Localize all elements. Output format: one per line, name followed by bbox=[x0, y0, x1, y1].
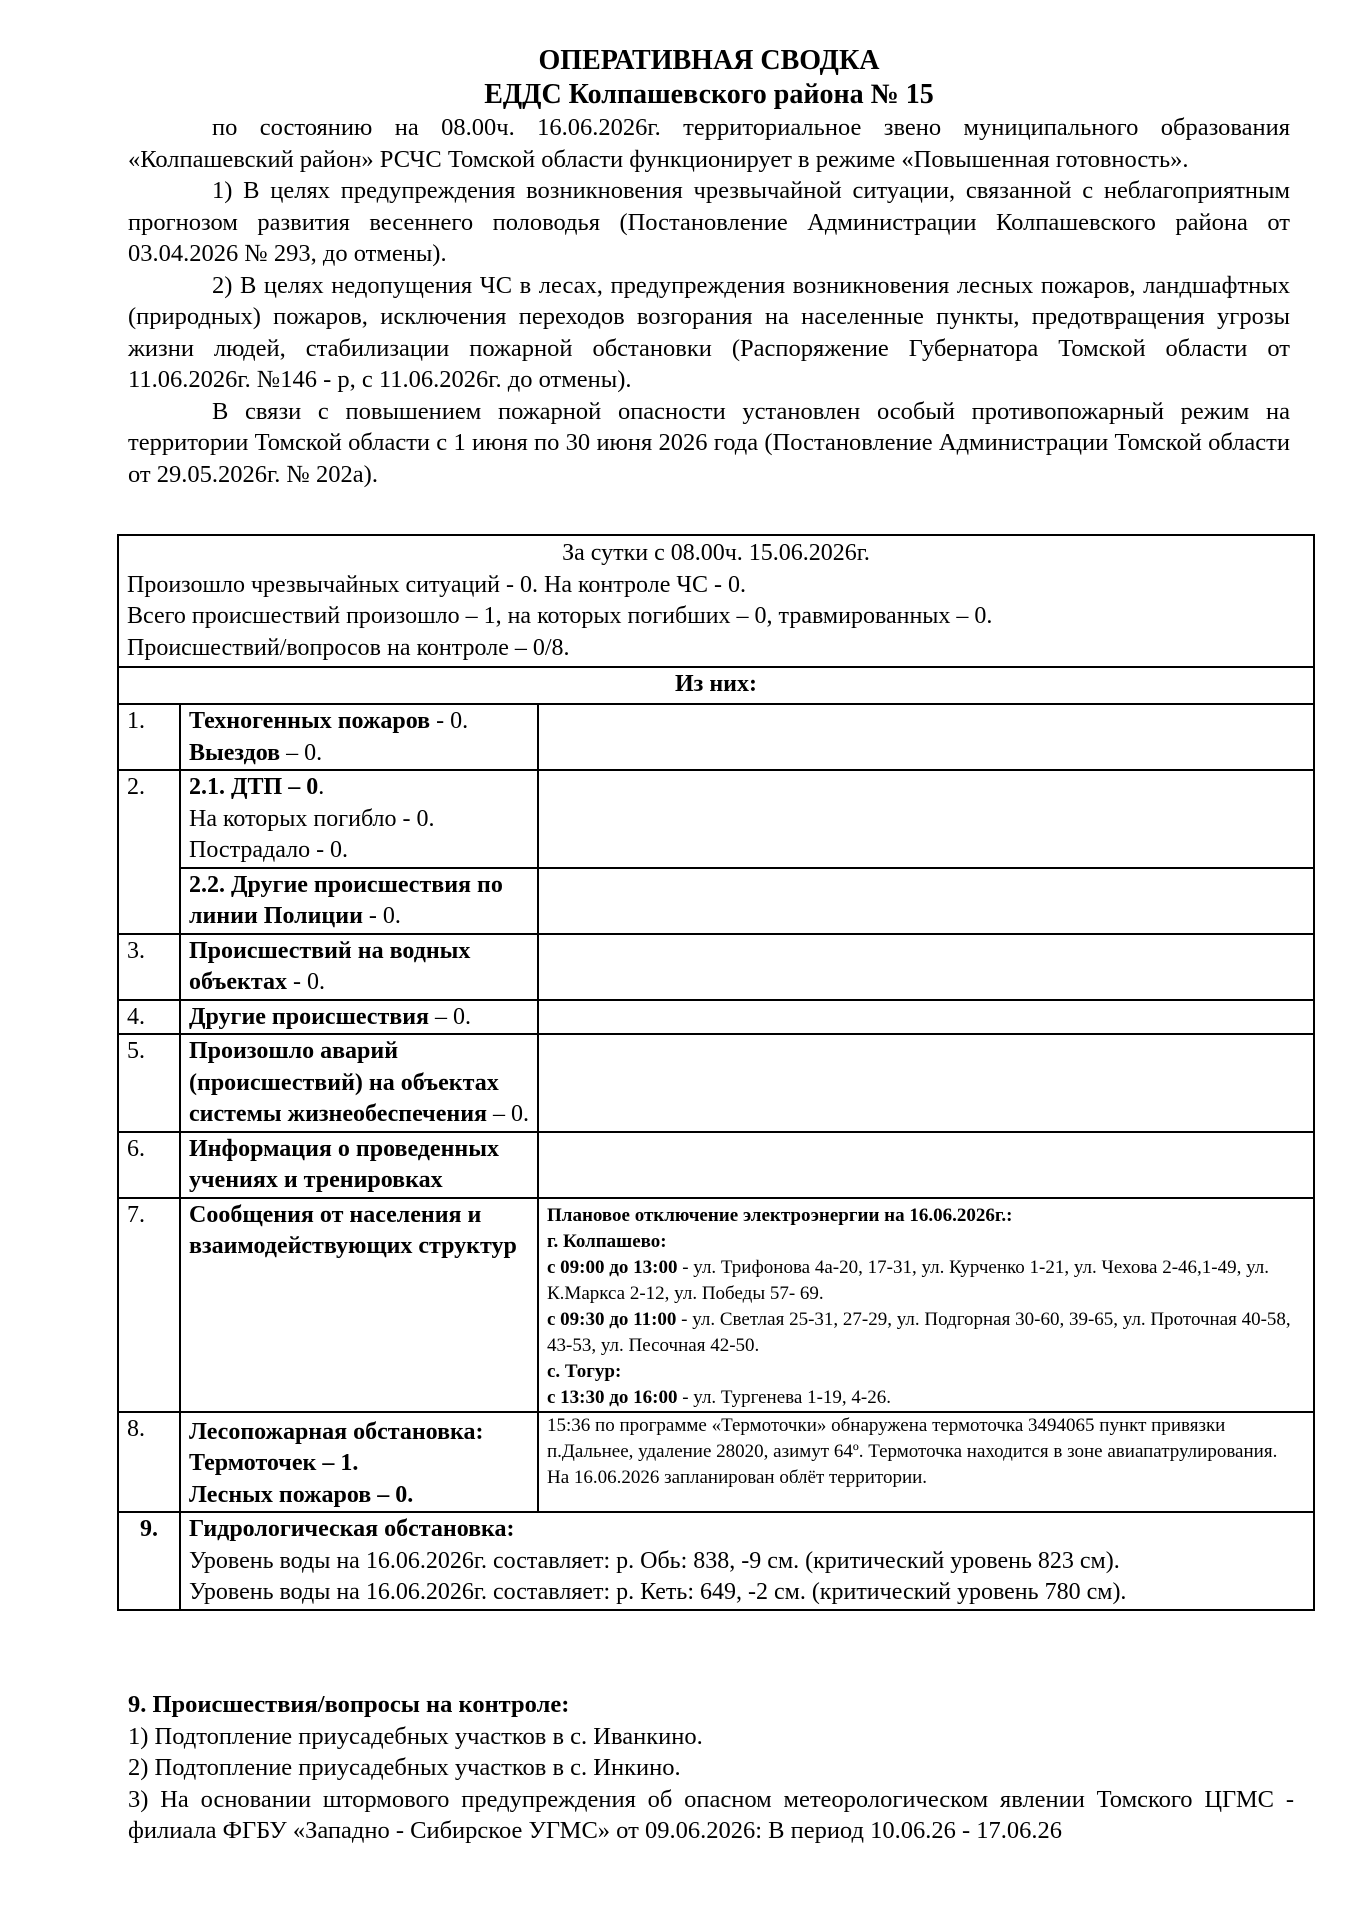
row-label: 2.1. ДТП – 0. На которых погибло - 0. Пострадало - 0. bbox=[180, 770, 538, 868]
row-label: 2.2. Другие происшествия по линии Полиции - 0. bbox=[180, 868, 538, 934]
row-label: Происшествий на водных объектах - 0. bbox=[180, 934, 538, 1000]
control-item: 3) На основании штормового предупреждения об опасном метеорологическом явлении Томского ЦГМС - филиала ФГБУ «Западно - Сибирское УГМС» от 09.06.2026: В период 10.06.26 - 17.06.26 bbox=[128, 1785, 1294, 1844]
table-row bbox=[118, 1132, 1314, 1198]
row-details bbox=[538, 868, 1314, 934]
row-details bbox=[538, 770, 1314, 868]
control-section bbox=[128, 1689, 1294, 1847]
control-item: 2) Подтопление приусадебных участков в с. Инкино. bbox=[128, 1754, 681, 1781]
control-item: 1) Подтопление приусадебных участков в с. Иванкино. bbox=[128, 1722, 703, 1750]
table-row bbox=[118, 1000, 1314, 1035]
table-row bbox=[118, 1512, 1314, 1610]
row-label: Произошло аварий (происшествий) на объектах системы жизнеобеспечения – 0. bbox=[180, 1034, 538, 1132]
row-details bbox=[538, 934, 1314, 1000]
summary-line-1: Произошло чрезвычайных ситуаций - 0. На контроле ЧС - 0. bbox=[127, 571, 746, 598]
row-number: 1. bbox=[118, 704, 180, 770]
table-row bbox=[118, 868, 1314, 934]
row-number: 8. bbox=[118, 1412, 180, 1513]
table-row bbox=[118, 1198, 1314, 1412]
row-details bbox=[538, 1132, 1314, 1198]
row-label: Гидрологическая обстановка: Уровень воды на 16.06.2026г. составляет: р. Обь: 838, -9 см. (критический уровень 823 см). Уровень воды на 16.06.2026г. составляет: р. Кеть: 649, -2 см. (критический уровень 780 см). bbox=[180, 1512, 1314, 1610]
page bbox=[128, 44, 1290, 490]
row-number: 9. bbox=[118, 1512, 180, 1610]
table-row bbox=[118, 704, 1314, 770]
row-number: 7. bbox=[118, 1198, 180, 1412]
table-row bbox=[118, 1034, 1314, 1132]
row-details bbox=[538, 1000, 1314, 1035]
row-label: Сообщения от населения и взаимодействующих структур bbox=[180, 1198, 538, 1412]
row-details bbox=[538, 1034, 1314, 1132]
row-details: Плановое отключение электроэнергии на 16.06.2026г.: г. Колпашево: с 09:00 до 13:00 - ул. Трифонова 4а-20, 17-31, ул. Курченко 1-21, ул. Чехова 2-46,1-49, ул. К.Маркса 2-12, ул. Победы 57- 69. с 09:30 до 11:00 - ул. Светлая 25-31, 27-29, ул. Подгорная 30-60, 39-65, ул. Проточная 40-58, 43-53, ул. Песочная 42-50. с. Тогур: с 13:30 до 16:00 - ул. Тургенева 1-19, 4-26. bbox=[538, 1198, 1314, 1412]
control-title: 9. Происшествия/вопросы на контроле: bbox=[128, 1691, 570, 1718]
row-details: 15:36 по программе «Термоточки» обнаружена термоточка 3494065 пункт привязки п.Дальнее, удаление 28020, азимут 64º. Термоточка находится в зоне авиапатрулирования. На 16.06.2026 запланирован облёт территории. bbox=[538, 1412, 1314, 1513]
document-subtitle: ЕДДС Колпашевского района № 15 bbox=[484, 79, 934, 110]
row-number: 4. bbox=[118, 1000, 180, 1035]
summary-line-3: Происшествий/вопросов на контроле – 0/8. bbox=[127, 634, 570, 661]
of-them-row bbox=[118, 667, 1314, 704]
table-row bbox=[118, 934, 1314, 1000]
status-paragraph: по состоянию на 08.00ч. 16.06.2026г. территориальное звено муниципального образования «Колпашевский район» РСЧС Томской области функционирует в режиме «Повышенная готовность». bbox=[128, 114, 1290, 173]
reason-item-1: 1) В целях предупреждения возникновения чрезвычайной ситуации, связанной с неблагоприятным прогнозом развития весеннего половодья (Постановление Администрации Колпашевского района от 03.04.2026 № 293, до отмены). bbox=[128, 177, 1290, 267]
row-number: 5. bbox=[118, 1034, 180, 1132]
fire-regime-paragraph: В связи с повышением пожарной опасности установлен особый противопожарный режим на территории Томской области с 1 июня по 30 июня 2026 года (Постановление Администрации Томской области от 29.05.2026г. № 202а). bbox=[128, 397, 1290, 488]
row-number: 6. bbox=[118, 1132, 180, 1198]
row-number: 2. bbox=[118, 770, 180, 934]
row-label: Информация о проведенных учениях и тренировках bbox=[180, 1132, 538, 1198]
row-details bbox=[538, 704, 1314, 770]
reason-item-2: 2) В целях недопущения ЧС в лесах, предупреждения возникновения лесных пожаров, ландшафтных (природных) пожаров, исключения переходов возгорания на населенные пункты, предотвращения угрозы жизни людей, стабилизации пожарной обстановки (Распоряжение Губернатора Томской области от 11.06.2026г. №146 - р, с 11.06.2026г. до отмены). bbox=[128, 271, 1290, 393]
of-them-label: Из них: bbox=[118, 667, 1314, 704]
summary-row bbox=[118, 535, 1314, 667]
row-label: Техногенных пожаров - 0. Выездов – 0. bbox=[180, 704, 538, 770]
document-title: ОПЕРАТИВНАЯ СВОДКА bbox=[538, 45, 880, 76]
row-label: Лесопожарная обстановка: Термоточек – 1. Лесных пожаров – 0. bbox=[180, 1412, 538, 1513]
table-row bbox=[118, 770, 1314, 868]
row-label: Другие происшествия – 0. bbox=[180, 1000, 538, 1035]
summary-line-2: Всего происшествий произошло – 1, на которых погибших – 0, травмированных – 0. bbox=[127, 603, 993, 629]
row-number: 3. bbox=[118, 934, 180, 1000]
incident-table bbox=[117, 534, 1315, 1611]
table-row bbox=[118, 1412, 1314, 1513]
summary-period: За сутки с 08.00ч. 15.06.2026г. bbox=[562, 540, 870, 566]
